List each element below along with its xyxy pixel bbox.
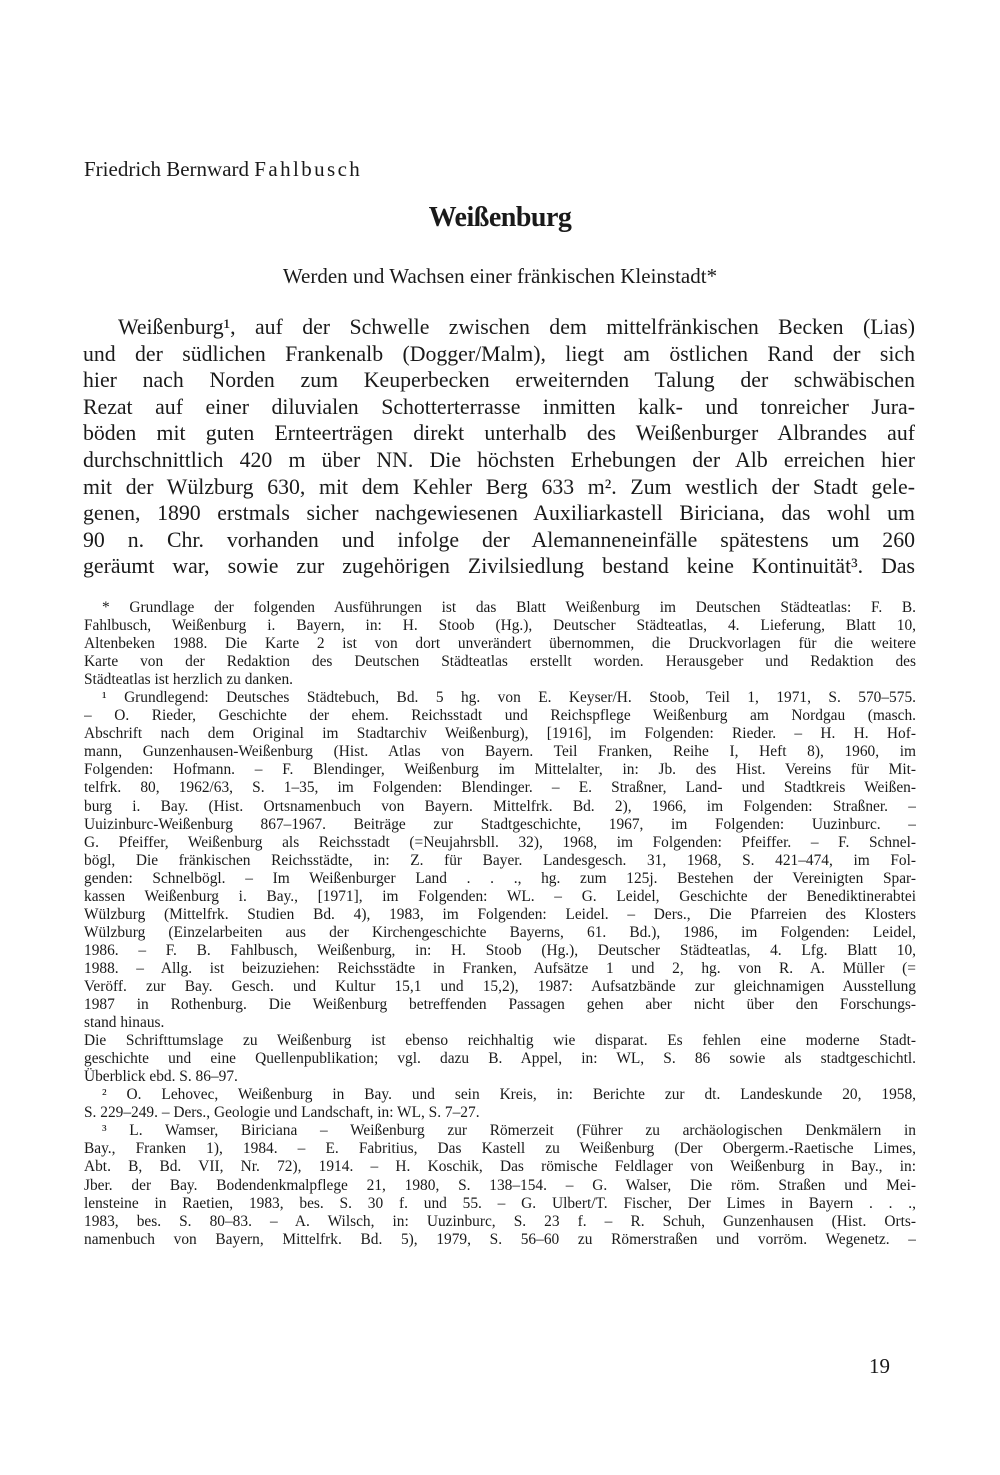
footnote-line: burg i. Bay. (Hist. Ortsnamenbuch von Bayern. Mittelfrk. Bd. 2), 1966, im Folgenden: Straßner. –	[84, 797, 916, 815]
author-surname: Fahlbusch	[254, 157, 363, 181]
footnote-line: * Grundlage der folgenden Ausführungen ist das Blatt Weißenburg im Deutschen Städteatlas: F. B.	[102, 599, 916, 616]
body-line: genen, 1890 erstmals sicher nachgewiesenen Auxiliarkastell Biriciana, das wohl um	[83, 501, 915, 526]
body-line: geräumt war, sowie zur zugehörigen Zivilsiedlung bestand keine Kontinuität³. Das	[83, 554, 915, 579]
body-line: durchschnittlich 420 m über NN. Die höchsten Erhebungen der Alb erreichen hier	[83, 447, 915, 472]
footnotes	[84, 599, 916, 1249]
footnote-line: lensteine in Raetien, 1983, bes. S. 30 f. und 55. – G. Ulbert/T. Fischer, Der Limes in Bayern . . .,	[84, 1194, 916, 1212]
footnote-line: ² O. Lehovec, Weißenburg in Bay. und sein Kreis, in: Berichte zur dt. Landeskunde 20, 1958,	[102, 1086, 916, 1104]
page-number: 19	[869, 1354, 890, 1378]
body-line: Rezat auf einer diluvialen Schotterterrasse inmitten kalk- und tonreicher Jura-	[83, 394, 915, 419]
footnote-line: Bay., Franken 1), 1984. – E. Fabritius, Das Kastell zu Weißenburg (Der Obergerm.-Raetische Limes,	[84, 1140, 916, 1158]
footnote-line: 1988. – Allg. ist beizuziehen: Reichsstädte in Franken, Aufsätze 1 und 2, hg. von R. A. Müller (=	[84, 959, 916, 977]
footnote-line: kassen Weißenburg i. Bay., [1971], im Folgenden: WL. – G. Leidel, Geschichte der Benediktinerabtei	[84, 887, 916, 905]
footnote-line: S. 229–249. – Ders., Geologie und Landschaft, in: WL, S. 7–27.	[84, 1104, 480, 1122]
body-line: Weißenburg¹, auf der Schwelle zwischen dem mittelfränkischen Becken (Lias)	[118, 315, 915, 339]
footnote-line: Folgenden: Hofmann. – F. Blendinger, Weißenburg im Mittelalter, in: Jb. des Hist. Vereins für Mit-	[84, 761, 916, 779]
body-line: böden mit guten Ernteerträgen direkt unterhalb des Weißenburger Albrandes auf	[83, 421, 915, 446]
footnote-line: Wülzburg (Einzelarbeiten aus der Kirchengeschichte Bayerns, 61. Bd.), 1986, im Folgenden: Leidel,	[84, 923, 916, 941]
footnote-line: 1983, bes. S. 80–83. – A. Wilsch, in: Uuzinburc, S. 23 f. – R. Schuh, Gunzenhausen (Hist. Orts-	[84, 1212, 916, 1230]
body-line: mit der Wülzburg 630, mit dem Kehler Berg 633 m². Zum westlich der Stadt gele-	[83, 474, 915, 499]
footnote-line: Die Schrifttumslage zu Weißenburg ist ebenso reichhaltig wie disparat. Es fehlen eine moderne Stadt-	[84, 1032, 916, 1050]
footnote-line: Karte von der Redaktion des Deutschen Städteatlas erstellt worden. Herausgeber und Redaktion des	[84, 653, 916, 671]
body-paragraph	[83, 314, 915, 580]
footnote-line: mann, Gunzenhausen-Weißenburg (Hist. Atlas von Bayern. Teil Franken, Reihe I, Heft 8), 1960, im	[84, 743, 916, 761]
footnote-line: ¹ Grundlegend: Deutsches Städtebuch, Bd. 5 hg. von E. Keyser/H. Stoob, Teil 1, 1971, S. 570–575.	[102, 689, 916, 707]
footnote-line: Jber. der Bay. Bodendenkmalpflege 21, 1980, S. 138–154. – G. Walser, Die röm. Straßen und Mei-	[84, 1176, 916, 1194]
footnote-line: 1987 in Rothenburg. Die Weißenburg betreffenden Passagen gehen aber nicht über den Forschungs-	[84, 996, 916, 1014]
footnote-line: telfrk. 80, 1962/63, S. 1–35, im Folgenden: Blendinger. – E. Straßner, Land- und Stadtkreis Weißen-	[84, 779, 916, 797]
footnote-line: bögl, Die fränkischen Reichsstädte, in: Z. für Bayer. Landesgesch. 31, 1968, S. 421–474, im Fol-	[84, 851, 916, 869]
footnote-line: Fahlbusch, Weißenburg i. Bayern, in: H. Stoob (Hg.), Deutscher Städteatlas, 4. Lieferung, Blatt 10,	[84, 617, 916, 635]
footnote-line: genden: Schnelbögl. – Im Weißenburger Land . . ., hg. zum 125j. Bestehen der Vereinigten Spar-	[84, 869, 916, 887]
footnote-line: Wülzburg (Mittelfrk. Studien Bd. 4), 1983, im Folgenden: Leidel. – Ders., Die Pfarreien des Klosters	[84, 905, 916, 923]
footnote-line: Abt. B, Bd. VII, Nr. 72), 1914. – H. Koschik, Das römische Feldlager von Weißenburg in Bay., in:	[84, 1158, 916, 1176]
footnote-line: stand hinaus.	[84, 1014, 165, 1032]
body-line: hier nach Norden zum Keuperbecken erweiternden Talung der schwäbischen	[83, 368, 915, 393]
footnote-line: namenbuch von Bayern, Mittelfrk. Bd. 5), 1979, S. 56–60 zu Römerstraßen und vorröm. Wegenetz. –	[84, 1230, 916, 1248]
body-line: 90 n. Chr. vorhanden und infolge der Alemanneneinfälle spätestens um 260	[83, 527, 915, 552]
footnote-line: Überblick ebd. S. 86–97.	[84, 1068, 238, 1086]
footnote-line: Abschrift nach dem Original im Stadtarchiv Weißenburg), [1916], im Folgenden: Rieder. – H. H. Hof-	[84, 725, 916, 743]
article-title: Weißenburg	[428, 202, 572, 233]
footnote-line: Veröff. zur Bay. Gesch. und Kultur 15,1 und 15,2), 1987: Aufsatzbände zur gleichnamigen Ausstellung	[84, 977, 916, 995]
article-subtitle: Werden und Wachsen einer fränkischen Kleinstadt*	[282, 264, 718, 288]
author-given-name: Friedrich Bernward	[84, 157, 250, 181]
footnote-line: ³ L. Wamser, Biriciana – Weißenburg zur Römerzeit (Führer zu archäologischen Denkmälern in	[102, 1122, 916, 1140]
footnote-line: – O. Rieder, Geschichte der ehem. Reichsstadt und Reichspflege Weißenburg am Nordgau (masch.	[84, 707, 916, 725]
footnote-line: geschichte und eine Quellenpublikation; vgl. dazu B. Appel, in: WL, S. 86 sowie als stadtgeschichtl.	[84, 1050, 916, 1068]
body-line: und der südlichen Frankenalb (Dogger/Malm), liegt am östlichen Rand der sich	[83, 341, 915, 366]
footnote-line: 1986. – F. B. Fahlbusch, Weißenburg, in: H. Stoob (Hg.), Deutscher Städteatlas, 4. Lfg. Blatt 10,	[84, 941, 916, 959]
footnote-line: Altenbeken 1988. Die Karte 2 ist von dort unverändert übernommen, die Druckvorlagen für die weitere	[84, 635, 916, 653]
footnote-line: G. Pfeiffer, Weißenburg als Reichsstadt (=Neujahrsbll. 32), 1968, im Folgenden: Pfeiffer. – F. Schnel-	[84, 833, 916, 851]
footnote-line: Uuizinburc-Weißenburg 867–1967. Beiträge zur Stadtgeschichte, 1967, im Folgenden: Uuzinburc. –	[84, 815, 916, 833]
footnote-line: Städteatlas ist herzlich zu danken.	[84, 671, 293, 689]
author-line	[84, 155, 362, 183]
